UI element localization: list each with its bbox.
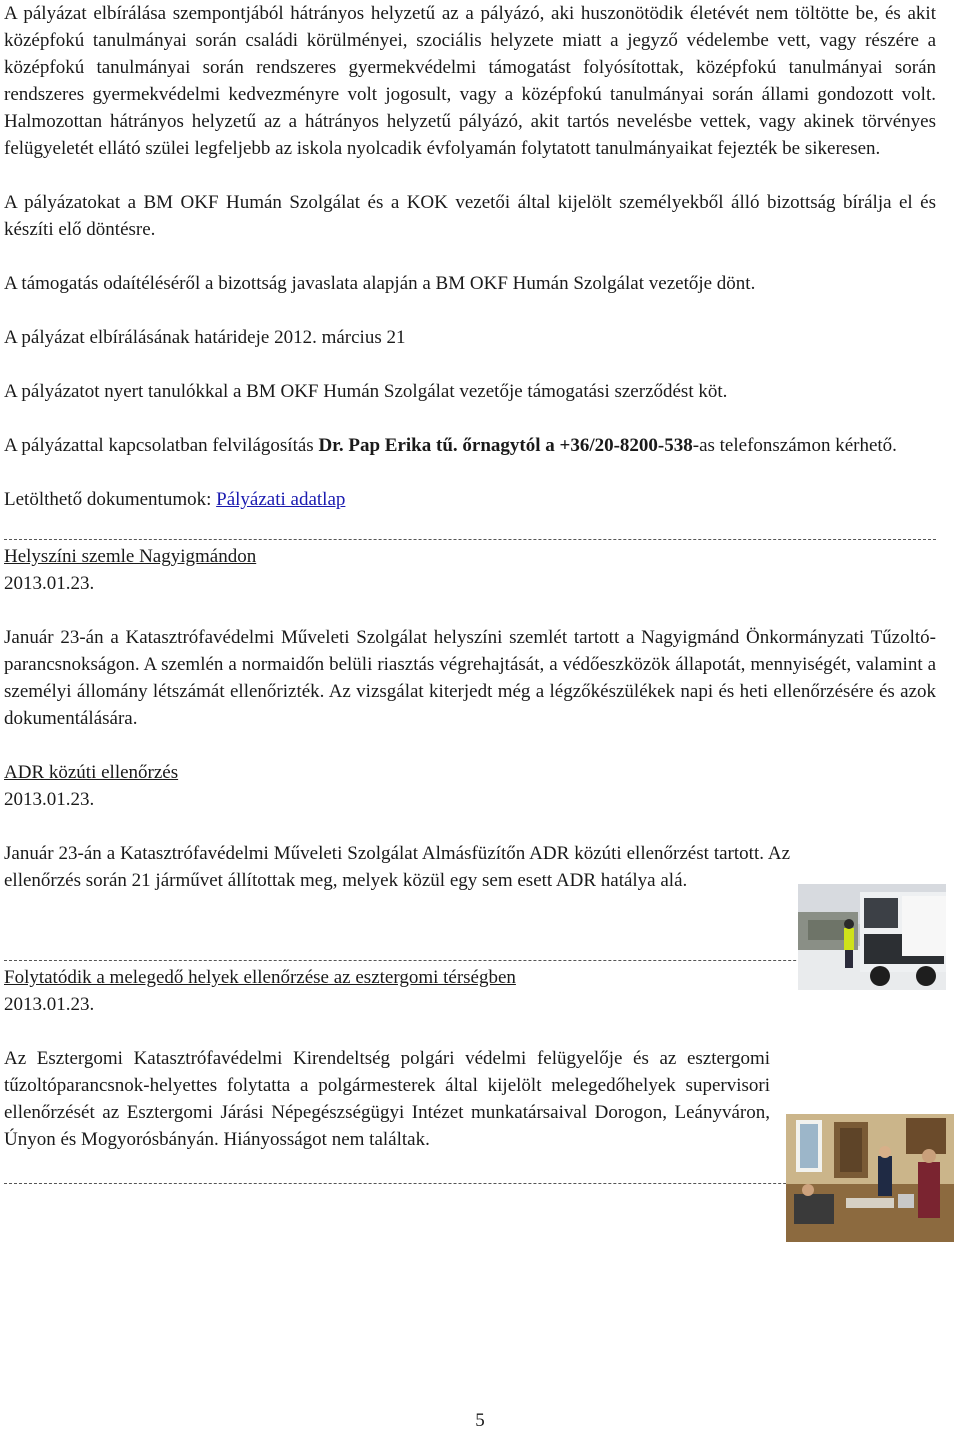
- deadline-paragraph: A pályázat elbírálásának határideje 2012. március 21: [4, 327, 406, 348]
- article-body: Az Esztergomi Katasztrófavédelmi Kirendeltség polgári védelmi felügyelője és az esztergomi tűzoltóparancsnok-helyettes folytatta a polgármesterek által kijelölt melegedőhelyek supervisori ellenőrzését az Esztergomi Járási Népegészségügyi Intézet munkatársaival Dorogon, Leányváron, Únyon és Mogyorósbányán. Hiányosságot nem találtak.: [4, 1048, 770, 1150]
- contact-paragraph: [4, 432, 936, 459]
- page-number: 5: [475, 1410, 485, 1431]
- article-title[interactable]: Folytatódik a melegedő helyek ellenőrzése az esztergomi térségben: [4, 967, 516, 988]
- truck-inspection-photo: [798, 884, 946, 990]
- article-date: 2013.01.23.: [4, 573, 95, 594]
- decision-paragraph: A támogatás odaítéléséről a bizottság javaslata alapján a BM OKF Humán Szolgálat vezetője dönt.: [4, 273, 756, 294]
- article-title[interactable]: ADR közúti ellenőrzés: [4, 762, 179, 783]
- article-date: 2013.01.23.: [4, 994, 95, 1015]
- contact-text: A pályázattal kapcsolatban felvilágosítás: [4, 435, 319, 456]
- committee-paragraph: A pályázatokat a BM OKF Humán Szolgálat és a KOK vezetői által kijelölt személyekből álló bizottság bírálja el és készíti elő döntésre.: [4, 192, 936, 240]
- application-form-link[interactable]: Pályázati adatlap: [216, 489, 346, 510]
- eligibility-paragraph: A pályázat elbírálása szempontjából hátrányos helyzetű az a pályázó, aki huszonötödik életévét nem töltötte be, és akit középfokú tanulmányai során családi körülményei, szociális helyzete miatt a jegyző védelembe vett, vagy részére a középfokú tanulmányai során rendszeres gyermekvédelmi támogatást folyósítottak, középfokú tanulmányai során rendszeres gyermekvédelmi kedvezményre volt jogosult, vagy a középfokú tanulmányai során állami gondozott volt. Halmozottan hátrányos helyzetű az a hátrányos helyzetű pályázó, akit tartós nevelésbe vettek, vagy akinek törvényes felügyeletét ellátó szülei legfeljebb az iskola nyolcadik évfolyamán folytatott tanulmányaikat fejezték be sikeresen.: [4, 3, 936, 159]
- article-body: Január 23-án a Katasztrófavédelmi Műveleti Szolgálat helyszíni szemlét tartott a Nagyigmánd Önkormányzati Tűzoltó-parancsnokságon. A szemlén a normaidőn belüli riasztás végrehajtását, a védőeszközök állapotát, mennyiségét, valamint a személyi állomány létszámát ellenőrizték. Az vizsgálat kiterjedt még a légzőkészülékek napi és heti ellenőrzésére és azok dokumentálására.: [4, 627, 936, 729]
- article-date: 2013.01.23.: [4, 789, 95, 810]
- downloads-line: [4, 486, 936, 513]
- contact-suffix: -as telefonszámon kérhető.: [692, 435, 897, 456]
- downloads-label: Letölthető dokumentumok:: [4, 489, 217, 510]
- contact-person: Dr. Pap Erika tű. őrnagytól a +36/20-8200-538: [318, 435, 693, 456]
- article-body: Január 23-án a Katasztrófavédelmi Műveleti Szolgálat Almásfüzítőn ADR közúti ellenőrzést tartott. Az ellenőrzés során 21 járművet állítottak meg, melyek közül egy sem esett ADR hatálya alá.: [4, 843, 790, 891]
- warming-place-inspection-photo: [786, 1114, 954, 1242]
- article-title[interactable]: Helyszíni szemle Nagyigmándon: [4, 546, 257, 567]
- document-page: [4, 0, 936, 1184]
- contract-paragraph: A pályázatot nyert tanulókkal a BM OKF Humán Szolgálat vezetője támogatási szerződést köt.: [4, 381, 728, 402]
